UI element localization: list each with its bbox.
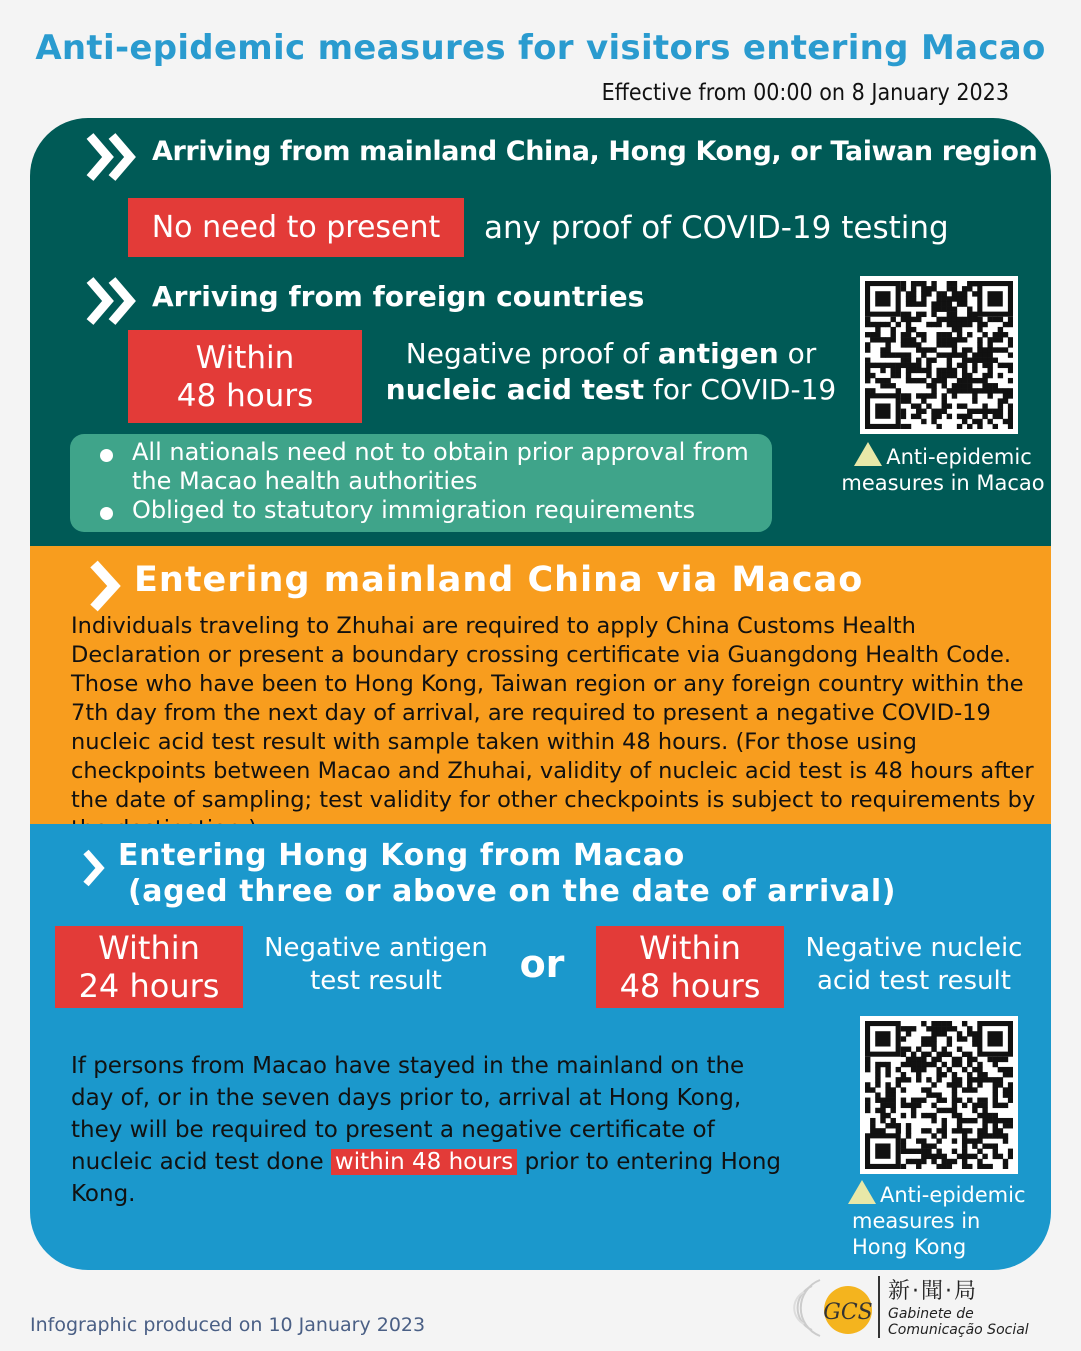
text-line: test result (310, 966, 442, 996)
or-label: or (519, 942, 565, 986)
badge-line: Within (195, 340, 295, 376)
text-line: Negative antigen (264, 933, 488, 963)
list-item: All nationals need not to obtain prior approval from the Macao health authorities (100, 438, 772, 496)
arrival-section (30, 118, 1051, 546)
antigen-result-text (262, 932, 490, 998)
nucleic-result-text (800, 932, 1028, 998)
proof-pre: Negative proof of (405, 337, 658, 370)
proof-nucleic: nucleic acid test (385, 373, 645, 406)
heading-mainland-hk-taiwan: Arriving from mainland China, Hong Kong, or Taiwan region (152, 136, 1038, 167)
badge-line: 48 hours (176, 378, 314, 414)
qr-caption-macao (832, 442, 1051, 496)
highlight-48-hours: within 48 hours (331, 1149, 517, 1175)
logo-portuguese (888, 1306, 1029, 1338)
proof-antigen: antigen (657, 337, 779, 370)
no-need-text: any proof of COVID-19 testing (484, 210, 949, 246)
requirements-note (70, 434, 772, 532)
proof-post: for COVID-19 (644, 373, 837, 406)
within-24-hours-badge (55, 926, 243, 1008)
logo-chinese: 新·聞·局 (888, 1279, 978, 1304)
heading-entering-hk (118, 838, 896, 910)
chevron-right-icon (80, 848, 108, 888)
logo-line: Comunicação Social (888, 1322, 1029, 1338)
triangle-icon (854, 442, 882, 466)
double-chevron-icon (84, 276, 140, 326)
badge-line: Within (98, 929, 200, 967)
heading-foreign-countries: Arriving from foreign countries (152, 280, 645, 313)
within-48-hours-badge (596, 926, 784, 1008)
mainland-body-text: Individuals traveling to Zhuhai are required to apply China Customs Health Declaration or present a boundary crossing certificate via Guangdong Health Code. Those who have been to Hong Kong, Taiwan region or any foreign country within the 7th day from the next day of arrival, are required to present a negative COVID-19 nucleic acid test result with sample taken within 48 hours. (For those using checkpoints between Macao and Zhuhai, validity of nucleic acid test is 48 hours after the date of sampling; test validity for other checkpoints is subject to requirements by (71, 613, 1036, 813)
gcs-logo (790, 1272, 1060, 1344)
caption-line: Anti-epidemic (886, 445, 1032, 469)
hk-measures-qr-code[interactable] (860, 1016, 1018, 1174)
caption-line: measures in (852, 1209, 981, 1233)
heading-entering-mainland: Entering mainland China via Macao (134, 560, 864, 600)
page-title: Anti-epidemic measures for visitors entering Macao (35, 28, 1046, 68)
qr-code-icon (865, 1021, 1013, 1169)
logo-mark-text: GCS (823, 1300, 873, 1325)
triangle-icon (848, 1180, 876, 1204)
within-48-hours-badge (128, 330, 362, 423)
info-card (30, 118, 1051, 1270)
text-line: Negative nucleic (805, 933, 1023, 963)
no-need-badge: No need to present (128, 198, 464, 257)
macao-measures-qr-code[interactable] (860, 276, 1018, 434)
heading-line: Entering Hong Kong from Macao (118, 838, 685, 873)
badge-line: 24 hours (78, 967, 220, 1005)
heading-line: (aged three or above on the date of arrival) (128, 874, 897, 909)
caption-line: Hong Kong (852, 1235, 967, 1259)
badge-line: Within (639, 929, 741, 967)
para-text: If persons from Macao have stayed in the mainland on the day of, or in the seven days prior to, arrival at Hong Kong, they will be required to present a negative certificate of nucleic acid test done (71, 1053, 745, 1175)
proof-or: or (778, 337, 817, 370)
chevron-right-icon (86, 560, 122, 612)
double-chevron-icon (84, 132, 140, 182)
negative-proof-text (380, 336, 842, 408)
badge-line: 48 hours (619, 967, 761, 1005)
hk-body-text (71, 1050, 791, 1210)
caption-line: measures in Macao (841, 471, 1045, 495)
logo-line: Gabinete de (888, 1306, 974, 1322)
effective-date: Effective from 00:00 on 8 January 2023 (601, 80, 1009, 106)
caption-line: Anti-epidemic (880, 1183, 1026, 1207)
qr-caption-hk (848, 1180, 1048, 1260)
gcs-logo-mark-icon (790, 1272, 890, 1344)
list-item: Obliged to statutory immigration requirements (100, 496, 772, 525)
text-line: acid test result (817, 966, 1011, 996)
qr-code-icon (865, 281, 1013, 429)
mainland-section (30, 546, 1051, 824)
para-text: prior to entering Hong Kong. (71, 1149, 782, 1207)
hong-kong-section (30, 824, 1051, 1270)
produced-date: Infographic produced on 10 January 2023 (30, 1314, 426, 1336)
